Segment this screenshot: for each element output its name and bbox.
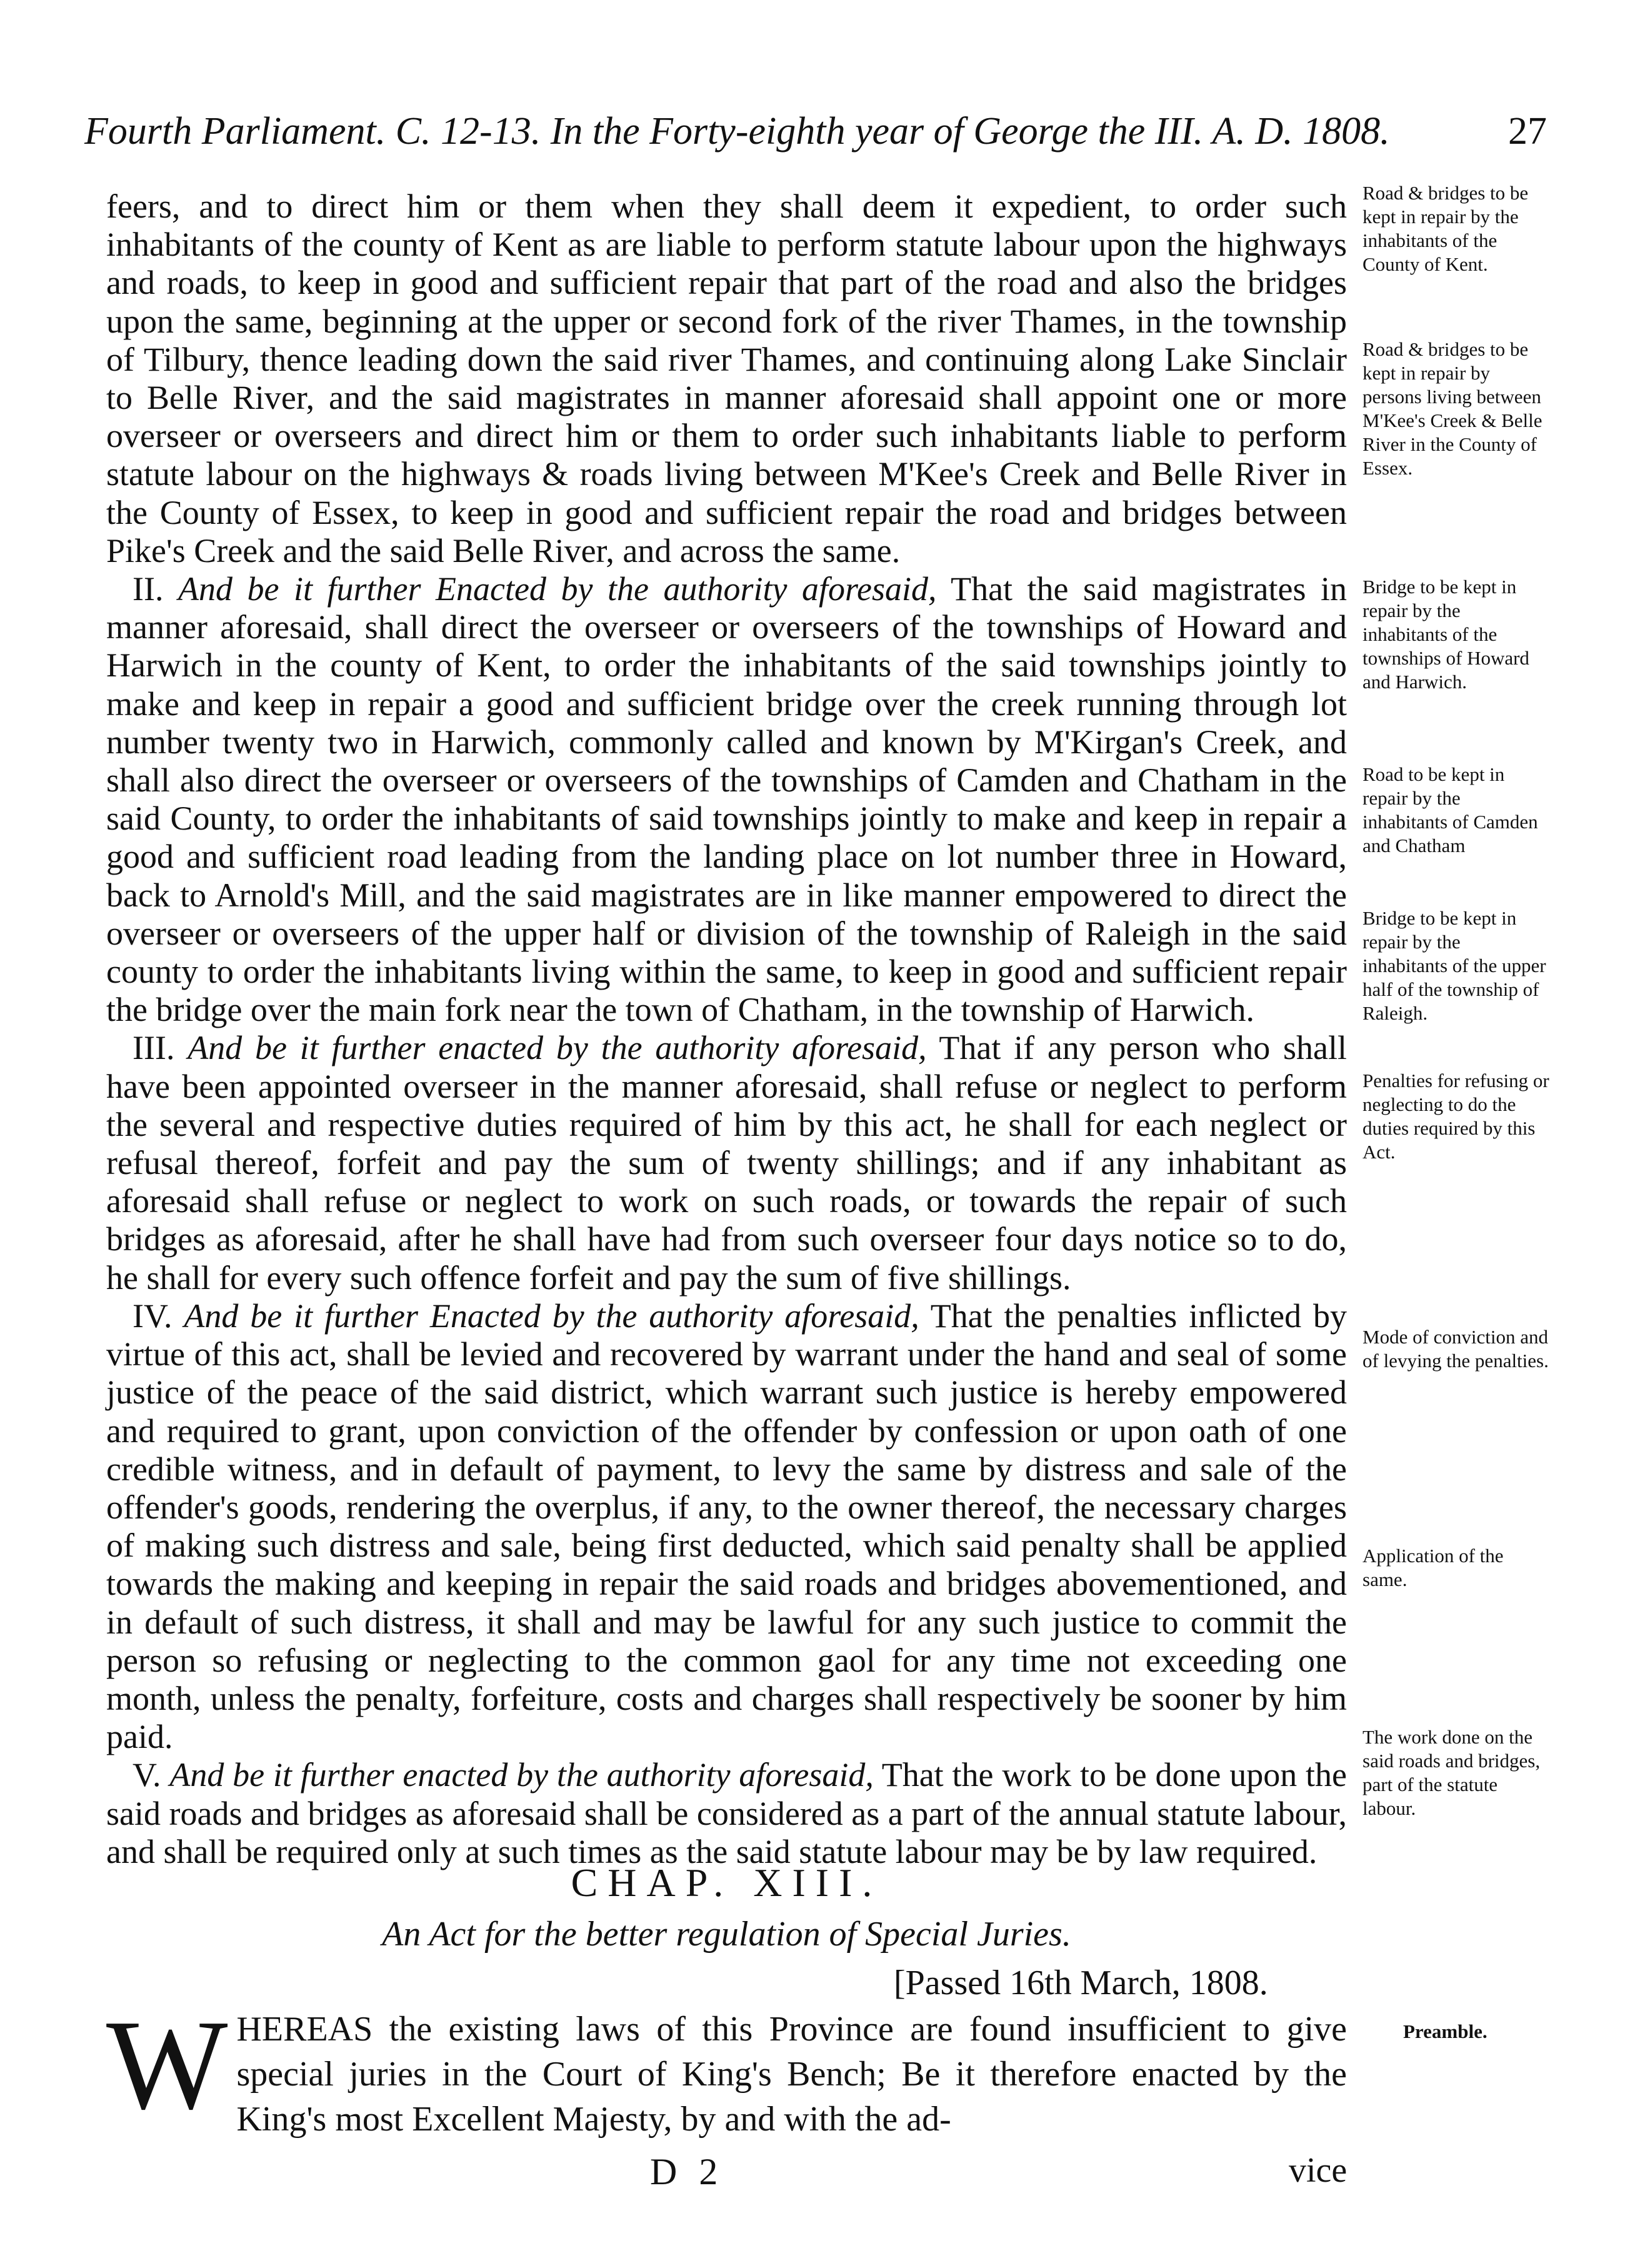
running-head-title: Fourth Parliament. C. 12-13. In the Forty-eighth year of George the III. A. D. 1808.	[84, 110, 1390, 153]
margin-note: Mode of conviction and of levying the penalties.	[1362, 1326, 1549, 1372]
section-text: That the work to be done upon the said roads and bridges as aforesaid shall be considered as a part of the annual statute labour, and shall be required only at such times as the said statute labour may be by law required.	[106, 1756, 1348, 1870]
section-number: II.	[132, 570, 164, 608]
margin-note: Road & bridges to be kept in repair by the inhabitants of the County of Kent.	[1362, 182, 1529, 275]
preamble-margin-label: Preamble.	[1403, 2020, 1488, 2042]
section-v	[106, 1756, 1347, 1871]
enacting-clause: And be it further enacted by the authority aforesaid,	[169, 1756, 874, 1794]
margin-note: The work done on the said roads and bridges, part of the statute labour.	[1362, 1726, 1541, 1819]
margin-note: Road to be kept in repair by the inhabitants of Camden and Chatham	[1362, 763, 1538, 856]
section-text: That the said magistrates in manner aforesaid, shall direct the overseer or overseers of the townships of Howard and Harwich in the county of Kent, to order the inhabitants of the said townships jointly to make and keep in repair a good and sufficient bridge over the creek running through lot number twenty two in Harwich, commonly called and known by M'Kirgan's Creek, and shall also direct the overseer or overseers of the townships of Camden and Chatham in the said County, to order the inhabitants of said townships jointly to make and keep in repair a good and sufficient road leading from the landing place on lot number three in Howard, back to Arnold's Mill, and the said magistrates are in like manner empowered to direct the overseer or overseers of the upper half or division of the township of Raleigh in the said county to order the inhabitants living within the same, to keep in good and sufficient repair the bridge over the main fork near the town of Chatham, in the township of Harwich.	[106, 570, 1348, 1029]
preamble	[106, 1993, 1347, 2142]
chapter-title: An Act for the better regulation of Special Juries.	[382, 1915, 1071, 1954]
chapter-heading: CHAP. XIII.	[571, 1860, 882, 1905]
margin-note: Bridge to be kept in repair by the inhabitants of the townships of Howard and Harwich.	[1362, 576, 1529, 693]
section-number: III.	[132, 1029, 175, 1067]
passed-date: [Passed 16th March, 1808.	[894, 1964, 1268, 2002]
enacting-clause: And be it further enacted by the authority aforesaid,	[188, 1029, 927, 1067]
signature-mark: D 2	[650, 2151, 724, 2192]
catchword: vice	[1289, 2151, 1348, 2190]
section-ii	[106, 570, 1347, 1029]
paragraph-text: feers, and to direct him or them when they shall deem it expedient, to order such inhabitants of the county of Kent as are liable to perform statute labour upon the highways and roads, to keep in good and sufficient repair that part of the road and also the bridges upon the same, beginning at the upper or second fork of the river Thames, in the township of Tilbury, thence leading down the said river Thames, and continuing along Lake Sinclair to Belle River, and the said magistrates in manner aforesaid shall appoint one or more overseer or overseers and direct him or them to order such inhabitants liable to perform statute labour on the highways & roads living between M'Kee's Creek and Belle River in the County of Essex, to keep in good and sufficient repair the road and bridges between Pike's Creek and the said Belle River, and across the same.	[106, 188, 1347, 570]
running-head	[84, 109, 1547, 166]
section-number: V.	[132, 1756, 161, 1794]
drop-cap: W	[106, 1993, 228, 2136]
section-number: IV.	[132, 1297, 172, 1335]
section-iii	[106, 1029, 1347, 1297]
page-number: 27	[1508, 110, 1547, 153]
preamble-text: HEREAS the existing laws of this Province are found insufficient to give special juries in the Court of King's Bench; Be it therefore enacted by the King's most Excellent Majesty, by and with the ad-	[236, 2010, 1347, 2139]
act-body	[106, 188, 1347, 1871]
margin-note: Bridge to be kept in repair by the inhabitants of the upper half of the township of Raleigh.	[1362, 907, 1546, 1024]
enacting-clause: And be it further Enacted by the authority aforesaid,	[184, 1297, 919, 1335]
margin-note: Penalties for refusing or neglecting to do the duties required by this Act.	[1362, 1070, 1549, 1163]
margin-note: Application of the same.	[1362, 1545, 1504, 1590]
section-text: That the penalties inflicted by virtue of this act, shall be levied and recovered by warrant under the hand and seal of some justice of the peace of the said district, which warrant such justice is hereby empowered and required to grant, upon conviction of the offender by confession or upon oath of one credible witness, and in default of payment, to levy the same by distress and sale of the offender's goods, rendering the overplus, if any, to the owner thereof, the necessary charges of making such distress and sale, being first deducted, which said penalty shall be applied towards the making and keeping in repair the said roads and bridges abovementioned, and in default of such distress, it shall and may be lawful for any such justice to commit the person so refusing or neglecting to the common gaol for any time not exceeding one month, unless the penalty, forfeiture, costs and charges shall respectively be sooner by him paid.	[106, 1297, 1347, 1756]
section-iv	[106, 1297, 1347, 1756]
paragraph-continuation	[106, 188, 1347, 570]
enacting-clause: And be it further Enacted by the authority aforesaid,	[178, 570, 937, 608]
section-text: That if any person who shall have been appointed overseer in the manner aforesaid, shall refuse or neglect to perform the several and respective duties required of him by this act, he shall for each neglect or refusal thereof, forfeit and pay the sum of twenty shillings; and if any inhabitant as aforesaid shall refuse or neglect to work on such roads, or towards the repair of such bridges as aforesaid, after he shall have had from such overseer four days notice so to do, he shall for every such offence forfeit and pay the sum of five shillings.	[106, 1029, 1348, 1297]
margin-note: Road & bridges to be kept in repair by persons living between M'Kee's Creek & Belle River in the County of Essex.	[1362, 338, 1542, 479]
